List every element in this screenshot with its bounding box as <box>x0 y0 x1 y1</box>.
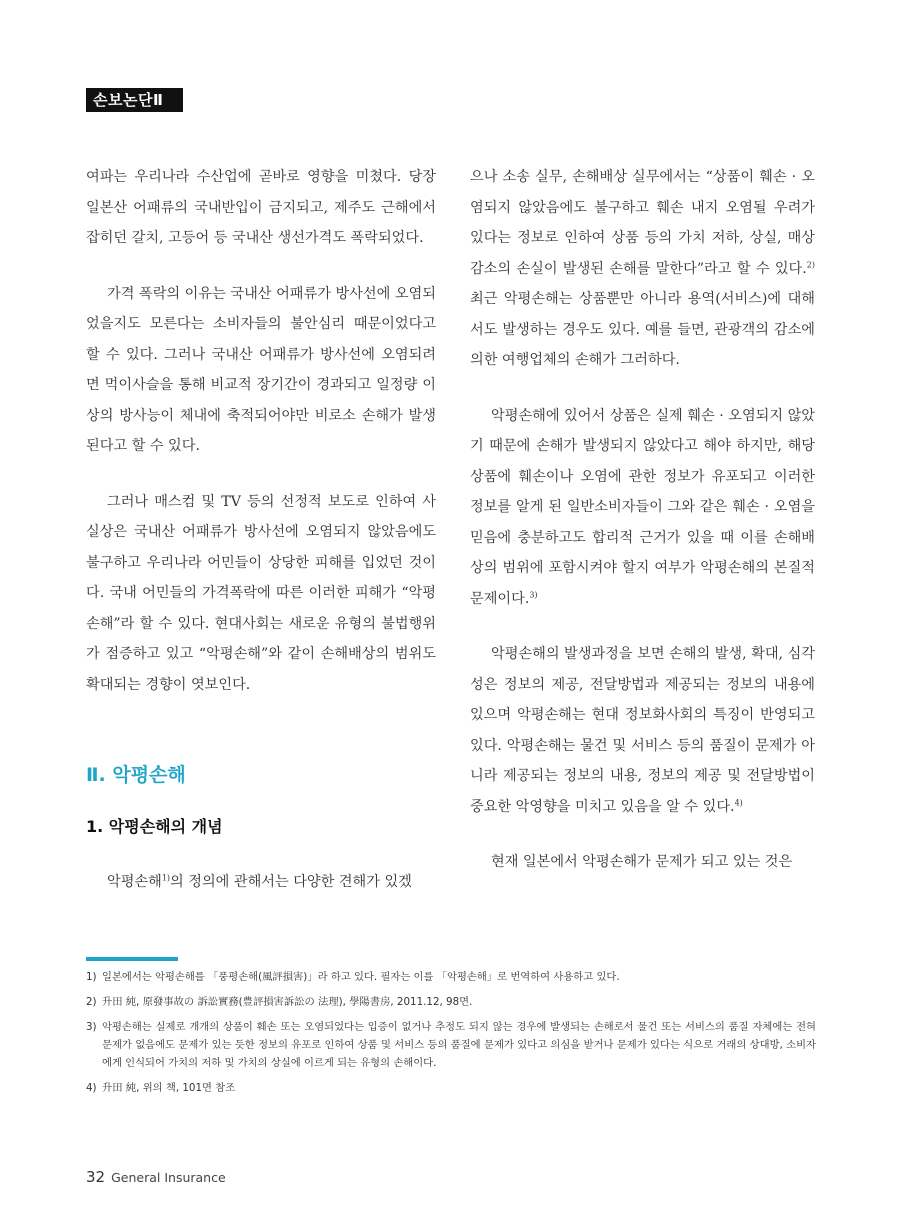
text-run: 최근 악평손해는 상품뿐만 아니라 용역(서비스)에 대해서도 발생하는 경우도 있다. 예를 들면, 관광객의 감소에 의한 여행업체의 손해가 그러하다. <box>470 291 815 368</box>
journal-name: General Insurance <box>111 1170 226 1185</box>
footnote-ref[interactable]: 3) <box>529 589 538 599</box>
paragraph: 여파는 우리나라 수산업에 곧바로 영향을 미쳤다. 당장 일본산 어패류의 국내반입이 금지되고, 제주도 근해에서 잡히던 갈치, 고등어 등 국내산 생선가격도 폭락되었다. <box>86 169 436 246</box>
text-run: 의 정의에 관해서는 다양한 견해가 있겠 <box>170 874 412 890</box>
text-run: 악평손해에 있어서 상품은 실제 훼손 · 오염되지 않았기 때문에 손해가 발생되지 않았다고 해야 하지만, 해당 상품에 훼손이나 오염에 관한 정보가 유포되고 이러한 정보를 알게 된 일반소비자들이 그와 같은 훼손 · 오염을 믿음에 충분하고도 합리적 근거가 있을 때 이를 손해배상의 범위에 포함시켜야 할지 여부가 악평손해의 본질적 문제이다. <box>470 407 815 607</box>
paragraph: 현재 일본에서 악평손해가 문제가 되고 있는 것은 <box>491 854 793 870</box>
left-column <box>86 162 436 898</box>
footnote-number: 4) <box>86 1082 97 1094</box>
paragraph <box>86 867 436 898</box>
footnote-text: 升田 純, 위의 책, 101면 참조 <box>102 1082 236 1094</box>
footnote-text: 악평손해는 실제로 개개의 상품이 훼손 또는 오염되었다는 입증이 없거나 추정도 되지 않는 경우에 발생되는 손해로서 물건 또는 서비스의 품질 자체에는 전혀 문제가 없음에도 문제가 있는 듯한 정보의 유포로 인하여 상품 및 서비스 등의 품질에 문제가 있다고 의심을 받거나 문제가 있다는 식으로 거래의 상대방, 소비자에게 인식되어 가치의 저하 및 가치의 상실에 이르게 되는 유형의 손해이다. <box>102 1021 816 1069</box>
page-number: 32 <box>86 1168 106 1186</box>
footnote-divider <box>86 957 178 961</box>
section-heading: Ⅱ. 악평손해 <box>86 764 186 786</box>
paragraph <box>470 162 815 376</box>
paragraph <box>470 401 815 615</box>
footnote-text: 일본에서는 악평손해를 「풍평손해(風評損害)」라 하고 있다. 필자는 이를 「악평손해」로 번역하여 사용하고 있다. <box>102 971 620 983</box>
paragraph: 가격 폭락의 이유는 국내산 어패류가 방사선에 오염되었을지도 모른다는 소비자들의 불안심리 때문이었다고 할 수 있다. 그러나 국내산 어패류가 방사선에 오염되려면 먹이사슬을 통해 비교적 장기간이 경과되고 일정량 이상의 방사능이 체내에 축적되어야만 비로소 손해가 발생된다고 할 수 있다. <box>86 285 436 454</box>
footnote-number: 2) <box>86 996 97 1008</box>
paragraph <box>470 639 815 822</box>
footnote-number: 1) <box>86 971 97 983</box>
text-run: 악평손해의 발생과정을 보면 손해의 발생, 확대, 심각성은 정보의 제공, 전달방법과 제공되는 정보의 내용에 있으며 악평손해는 현대 정보화사회의 특징이 반영되고 있다. 악평손해는 물건 및 서비스 등의 품질이 문제가 아니라 제공되는 정보의 내용, 정보의 제공 및 전달방법이 중요한 악영향을 미치고 있음을 알 수 있다. <box>470 646 815 815</box>
paragraph: 그러나 매스컴 및 TV 등의 선정적 보도로 인하여 사실상은 국내산 어패류가 방사선에 오염되지 않았음에도 불구하고 우리나라 어민들이 상당한 피해를 입었던 것이다. 국내 어민들의 가격폭락에 따른 이러한 피해가 “악평손해”라 할 수 있다. 현대사회는 새로운 유형의 불법행위가 점증하고 있고 “악평손해”와 같이 손해배상의 범위도 확대되는 경향이 엿보인다. <box>86 493 436 693</box>
text-run: 악평손해 <box>107 874 162 890</box>
footnote <box>86 1079 816 1097</box>
footnote-text: 升田 純, 原發事故の 訴訟實務(豊評損害訴訟の 法理), 學陽書房, 2011.12, 98면. <box>102 996 473 1008</box>
footnote-ref[interactable]: 1) <box>161 873 171 883</box>
footnote-ref[interactable]: 2) <box>806 259 815 269</box>
footnote-number: 3) <box>86 1021 97 1033</box>
footnotes <box>86 968 816 1104</box>
footnote <box>86 1018 816 1072</box>
subsection-heading: 1. 악평손해의 개념 <box>86 817 223 836</box>
footnote-ref[interactable]: 4) <box>734 797 743 807</box>
footnote <box>86 968 816 986</box>
right-column <box>470 162 815 878</box>
page-footer <box>86 1167 226 1186</box>
footnote <box>86 993 816 1011</box>
text-run: 으나 소송 실무, 손해배상 실무에서는 “상품이 훼손 · 오염되지 않았음에도 불구하고 훼손 내지 오염될 우려가 있다는 정보로 인하여 상품 등의 가치 저하, 상실, 매상 감소의 손실이 발생된 손해를 말한다”라고 할 수 있다. <box>470 169 815 277</box>
section-label: 손보논단Ⅱ <box>86 88 183 112</box>
